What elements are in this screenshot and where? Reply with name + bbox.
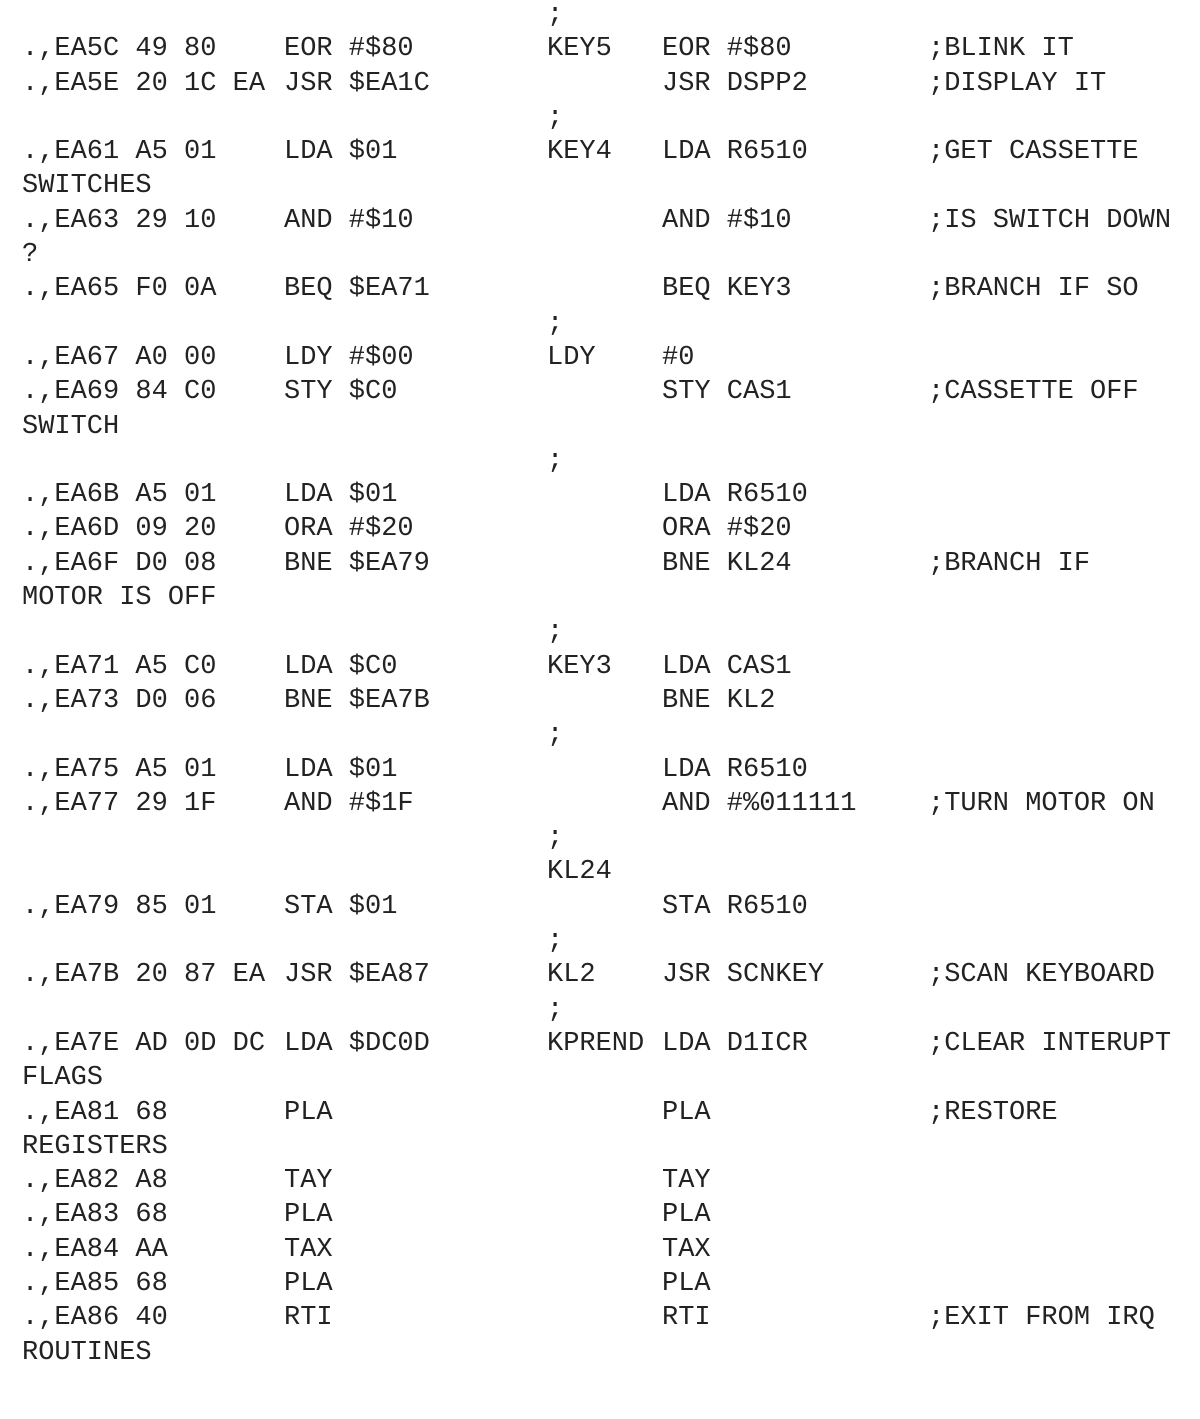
disassembly: PLA: [284, 1200, 333, 1231]
disassembly: LDY #$00: [284, 342, 414, 373]
listing-line: [0, 1164, 1200, 1198]
listing-line: [0, 684, 1200, 718]
address-bytes: ?: [22, 240, 39, 271]
source-label: KEY3: [547, 651, 612, 682]
listing-line: [0, 787, 1200, 821]
disassembly: JSR $EA87: [284, 960, 430, 991]
source-instruction: LDA R6510: [662, 480, 808, 511]
disassembly: LDA $01: [284, 137, 398, 168]
source-comment: ;BLINK IT: [928, 34, 1074, 65]
disassembly: LDA $C0: [284, 651, 398, 682]
source-label: KPREND: [547, 1028, 645, 1059]
source-instruction: LDA R6510: [662, 754, 808, 785]
listing-line: [0, 1096, 1200, 1130]
address-bytes: .,EA61 A5 01: [22, 137, 217, 168]
listing-line: [0, 581, 1200, 615]
listing-line: [0, 1061, 1200, 1095]
address-bytes: ROUTINES: [22, 1337, 152, 1368]
source-instruction: ORA #$20: [662, 514, 792, 545]
source-instruction: PLA: [662, 1200, 711, 1231]
disassembly: PLA: [284, 1268, 333, 1299]
listing-line: [0, 924, 1200, 958]
source-label: ;: [547, 994, 564, 1025]
source-label: KL2: [547, 960, 596, 991]
address-bytes: .,EA5E 20 1C EA: [22, 68, 266, 99]
disassembly: AND #$1F: [284, 788, 414, 819]
listing-line: [0, 410, 1200, 444]
source-comment: ;BRANCH IF SO: [928, 274, 1139, 305]
source-instruction: STY CAS1: [662, 377, 792, 408]
listing-line: [0, 1301, 1200, 1335]
source-instruction: PLA: [662, 1268, 711, 1299]
address-bytes: .,EA71 A5 C0: [22, 651, 217, 682]
address-bytes: .,EA6F D0 08: [22, 548, 217, 579]
source-instruction: #0: [662, 342, 695, 373]
source-label: KL24: [547, 857, 612, 888]
source-instruction: BNE KL2: [662, 685, 776, 716]
source-instruction: LDA R6510: [662, 137, 808, 168]
source-comment: ;EXIT FROM IRQ: [928, 1303, 1155, 1334]
address-bytes: .,EA6D 09 20: [22, 514, 217, 545]
disassembly: ORA #$20: [284, 514, 414, 545]
listing-line: [0, 478, 1200, 512]
address-bytes: SWITCH: [22, 411, 120, 442]
source-comment: ;RESTORE: [928, 1097, 1058, 1128]
address-bytes: .,EA86 40: [22, 1303, 168, 1334]
source-instruction: JSR DSPP2: [662, 68, 808, 99]
address-bytes: .,EA85 68: [22, 1268, 168, 1299]
disassembly: TAX: [284, 1234, 333, 1265]
disassembly: LDA $01: [284, 754, 398, 785]
listing-line: [0, 341, 1200, 375]
source-instruction: EOR #$80: [662, 34, 792, 65]
source-label: KEY5: [547, 34, 612, 65]
address-bytes: FLAGS: [22, 1063, 104, 1094]
disassembly: LDA $01: [284, 480, 398, 511]
listing-line: [0, 307, 1200, 341]
listing-line: [0, 1130, 1200, 1164]
address-bytes: .,EA6B A5 01: [22, 480, 217, 511]
source-comment: ;DISPLAY IT: [928, 68, 1107, 99]
listing-line: [0, 718, 1200, 752]
address-bytes: .,EA81 68: [22, 1097, 168, 1128]
source-instruction: LDA D1ICR: [662, 1028, 808, 1059]
listing-line: [0, 512, 1200, 546]
disassembly: LDA $DC0D: [284, 1028, 430, 1059]
source-instruction: LDA CAS1: [662, 651, 792, 682]
source-instruction: BEQ KEY3: [662, 274, 792, 305]
listing-line: [0, 821, 1200, 855]
disassembly: STY $C0: [284, 377, 398, 408]
address-bytes: .,EA83 68: [22, 1200, 168, 1231]
address-bytes: .,EA73 D0 06: [22, 685, 217, 716]
address-bytes: .,EA67 A0 00: [22, 342, 217, 373]
source-label: ;: [547, 926, 564, 957]
source-comment: ;CASSETTE OFF: [928, 377, 1139, 408]
disassembly: BNE $EA7B: [284, 685, 430, 716]
listing-line: [0, 0, 1200, 32]
address-bytes: REGISTERS: [22, 1131, 168, 1162]
source-label: ;: [547, 308, 564, 339]
address-bytes: .,EA63 29 10: [22, 205, 217, 236]
listing-line: [0, 1336, 1200, 1370]
source-label: ;: [547, 823, 564, 854]
source-instruction: PLA: [662, 1097, 711, 1128]
address-bytes: .,EA7E AD 0D DC: [22, 1028, 266, 1059]
address-bytes: .,EA5C 49 80: [22, 34, 217, 65]
source-instruction: RTI: [662, 1303, 711, 1334]
disassembly: AND #$10: [284, 205, 414, 236]
address-bytes: .,EA77 29 1F: [22, 788, 217, 819]
source-label: ;: [547, 720, 564, 751]
listing-line: [0, 1233, 1200, 1267]
source-instruction: JSR SCNKEY: [662, 960, 825, 991]
listing-line: [0, 615, 1200, 649]
listing-line: [0, 993, 1200, 1027]
disassembly: JSR $EA1C: [284, 68, 430, 99]
address-bytes: .,EA75 A5 01: [22, 754, 217, 785]
source-comment: ;SCAN KEYBOARD: [928, 960, 1155, 991]
listing-line: [0, 272, 1200, 306]
disassembly: EOR #$80: [284, 34, 414, 65]
listing-line: [0, 375, 1200, 409]
source-label: ;: [547, 0, 564, 30]
listing-line: [0, 135, 1200, 169]
listing-line: [0, 204, 1200, 238]
source-label: ;: [547, 445, 564, 476]
address-bytes: MOTOR IS OFF: [22, 583, 217, 614]
listing-line: [0, 1198, 1200, 1232]
address-bytes: .,EA82 A8: [22, 1166, 168, 1197]
address-bytes: .,EA7B 20 87 EA: [22, 960, 266, 991]
listing-line: [0, 958, 1200, 992]
listing-line: [0, 650, 1200, 684]
listing-line: [0, 238, 1200, 272]
listing-line: [0, 444, 1200, 478]
listing-line: [0, 890, 1200, 924]
source-comment: ;BRANCH IF: [928, 548, 1091, 579]
disassembly: TAY: [284, 1166, 333, 1197]
listing-line: [0, 1027, 1200, 1061]
source-label: ;: [547, 617, 564, 648]
listing-line: [0, 32, 1200, 66]
source-comment: ;CLEAR INTERUPT: [928, 1028, 1172, 1059]
source-instruction: AND #$10: [662, 205, 792, 236]
listing-line: [0, 547, 1200, 581]
source-instruction: AND #%011111: [662, 788, 857, 819]
source-comment: ;GET CASSETTE: [928, 137, 1139, 168]
source-label: ;: [547, 102, 564, 133]
source-comment: ;IS SWITCH DOWN: [928, 205, 1172, 236]
listing-line: [0, 101, 1200, 135]
disassembly: PLA: [284, 1097, 333, 1128]
listing-line: [0, 855, 1200, 889]
source-instruction: STA R6510: [662, 891, 808, 922]
listing-line: [0, 169, 1200, 203]
address-bytes: .,EA84 AA: [22, 1234, 168, 1265]
source-instruction: TAX: [662, 1234, 711, 1265]
disassembly: RTI: [284, 1303, 333, 1334]
source-instruction: BNE KL24: [662, 548, 792, 579]
address-bytes: .,EA69 84 C0: [22, 377, 217, 408]
source-comment: ;TURN MOTOR ON: [928, 788, 1155, 819]
source-instruction: TAY: [662, 1166, 711, 1197]
listing-line: [0, 1267, 1200, 1301]
address-bytes: .,EA79 85 01: [22, 891, 217, 922]
address-bytes: .,EA65 F0 0A: [22, 274, 217, 305]
source-label: KEY4: [547, 137, 612, 168]
listing-line: [0, 753, 1200, 787]
disassembly: BNE $EA79: [284, 548, 430, 579]
source-label: LDY: [547, 342, 596, 373]
listing-line: [0, 67, 1200, 101]
disassembly: BEQ $EA71: [284, 274, 430, 305]
disassembly: STA $01: [284, 891, 398, 922]
address-bytes: SWITCHES: [22, 171, 152, 202]
